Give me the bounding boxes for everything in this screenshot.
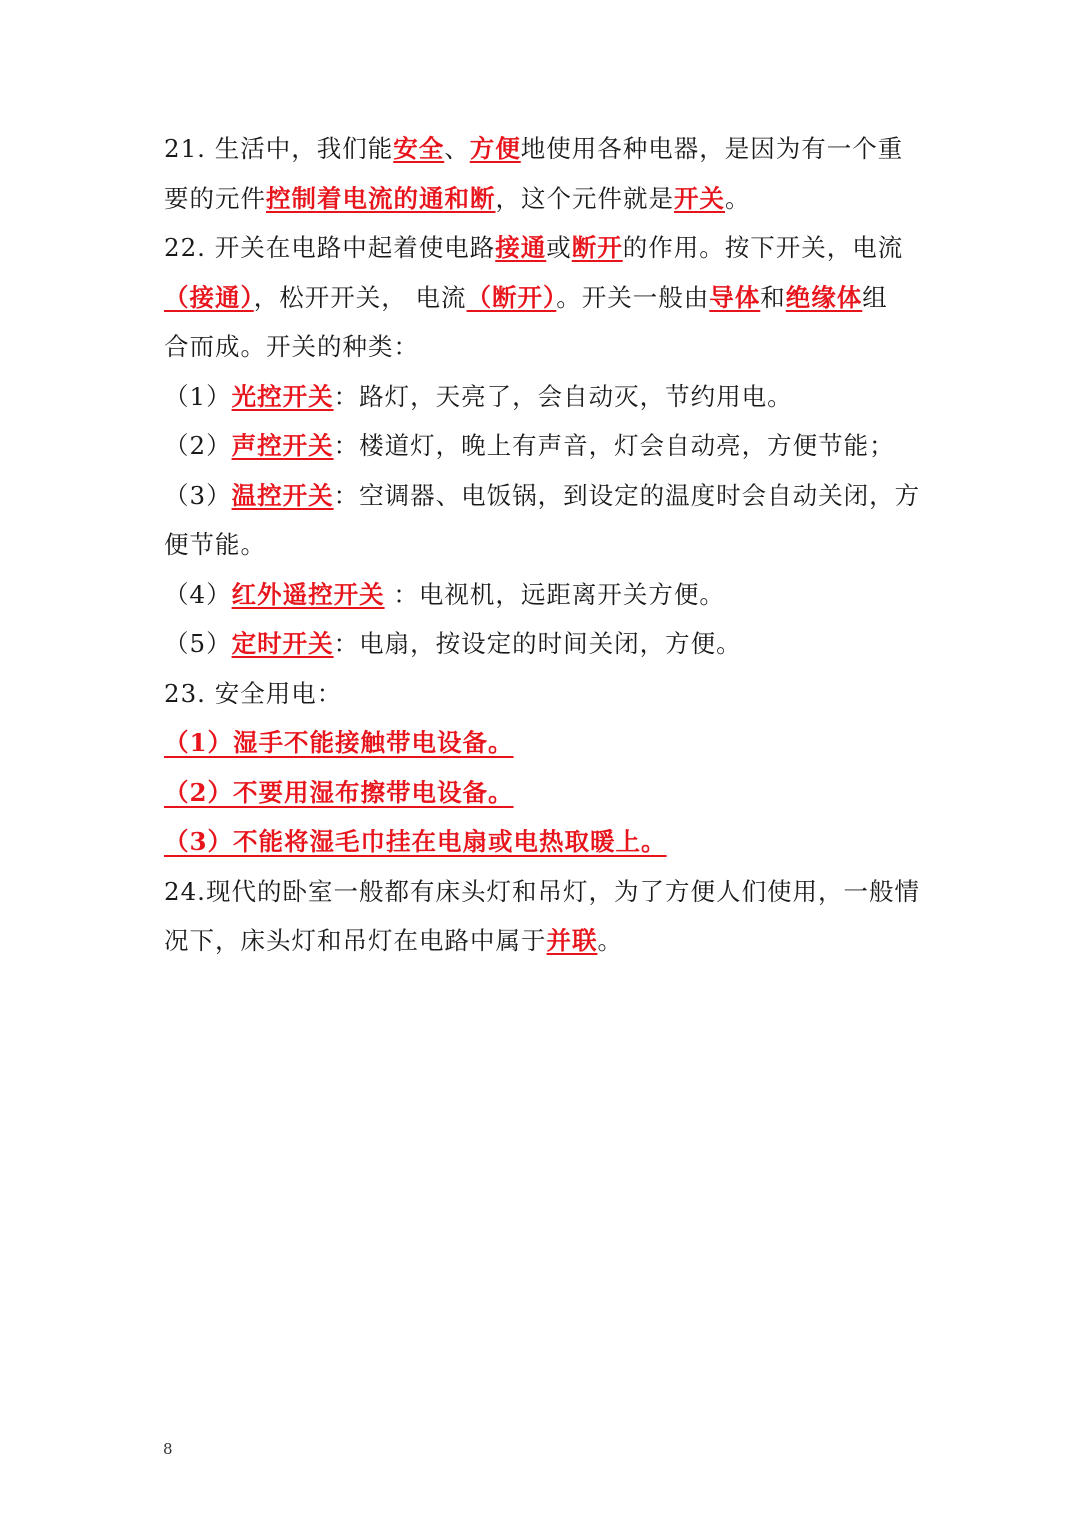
- q24-line-1: 24.现代的卧室一般都有床头灯和吊灯，为了方便人们使用，一般情: [164, 876, 920, 906]
- safety-rule-1: [164, 718, 924, 768]
- list-number: （5）: [164, 629, 232, 658]
- safety-rule-2: [164, 768, 924, 818]
- switch-description: ：电扇，按设定的时间关闭，方便。: [333, 629, 742, 658]
- answer-temperature-switch: 温控开关: [231, 480, 334, 510]
- q22-line-1: [164, 223, 924, 273]
- answer-conductor: 导体: [709, 282, 761, 312]
- q22-text: 。开关一般由: [556, 282, 710, 312]
- switch-type-3: [164, 471, 924, 521]
- safety-rule-3: [164, 817, 924, 867]
- answer-disconnect: 断开: [571, 233, 623, 262]
- switch-type-3-cont: 便节能。: [164, 530, 266, 559]
- q21-text: ，这个元件就是: [495, 183, 674, 213]
- q22-text: 组: [862, 282, 888, 312]
- answer-release-disconnect: （断开）: [466, 282, 557, 312]
- q21-text: 地使用各种电器，是因为有一个重: [520, 134, 904, 163]
- switch-type-4: [164, 570, 924, 620]
- answer-convenient: 方便: [469, 134, 521, 163]
- q21-line-1: [164, 124, 924, 174]
- answer-press-connect: （接通）: [164, 282, 254, 312]
- answer-safety-rule: （3）不能将湿毛巾挂在电扇或电热取暖上。: [164, 827, 667, 856]
- answer-infrared-switch: 红外遥控开关: [231, 579, 385, 609]
- q24-line-2: [164, 916, 924, 966]
- q21-separator: 、: [444, 134, 470, 163]
- q22-text: ，松开开关， 电流: [253, 282, 467, 312]
- list-number: （4）: [164, 579, 232, 609]
- answer-safety-rule: （2）不要用湿布擦带电设备。: [164, 777, 514, 807]
- q22-text: 的作用。按下开关，电流: [622, 233, 904, 262]
- q21-text: 21. 生活中，我们能: [164, 134, 394, 163]
- q22-text: 22. 开关在电路中起着使电路: [164, 233, 496, 262]
- q22-text: 或: [546, 233, 572, 262]
- document-content: [164, 124, 924, 966]
- q22-line-3: 合而成。开关的种类：: [164, 332, 419, 361]
- q22-text: 和: [760, 282, 786, 312]
- q24-text: 。: [597, 926, 623, 955]
- switch-type-5: [164, 619, 924, 669]
- q21-line-2: [164, 174, 924, 224]
- q22-line-2: [164, 273, 924, 323]
- answer-safe: 安全: [393, 134, 445, 163]
- answer-light-switch: 光控开关: [231, 381, 334, 411]
- answer-connect: 接通: [495, 233, 547, 262]
- answer-control-current: 控制着电流的通和断: [266, 183, 496, 213]
- switch-type-1: [164, 372, 924, 422]
- answer-switch: 开关: [674, 183, 725, 213]
- switch-description: ：空调器、电饭锅，到设定的温度时会自动关闭，方: [333, 480, 921, 510]
- q21-text: 。: [725, 183, 751, 213]
- answer-timer-switch: 定时开关: [231, 629, 334, 658]
- q21-text: 要的元件: [164, 183, 266, 213]
- q24-text: 况下，床头灯和吊灯在电路中属于: [164, 926, 547, 955]
- switch-description: ：楼道灯，晚上有声音，灯会自动亮，方便节能；: [333, 431, 895, 460]
- answer-sound-switch: 声控开关: [231, 431, 334, 460]
- q23-title: 23. 安全用电：: [164, 678, 343, 708]
- switch-type-2: [164, 421, 924, 471]
- answer-safety-rule: （1）湿手不能接触带电设备。: [164, 728, 514, 757]
- switch-description: ：电视机，远距离开关方便。: [384, 579, 725, 609]
- list-number: （2）: [164, 431, 232, 460]
- page-number: 8: [163, 1440, 173, 1458]
- list-number: （3）: [164, 480, 232, 510]
- answer-parallel: 并联: [546, 926, 598, 955]
- list-number: （1）: [164, 381, 232, 411]
- answer-insulator: 绝缘体: [785, 282, 863, 312]
- switch-description: ：路灯，天亮了，会自动灭，节约用电。: [333, 381, 793, 411]
